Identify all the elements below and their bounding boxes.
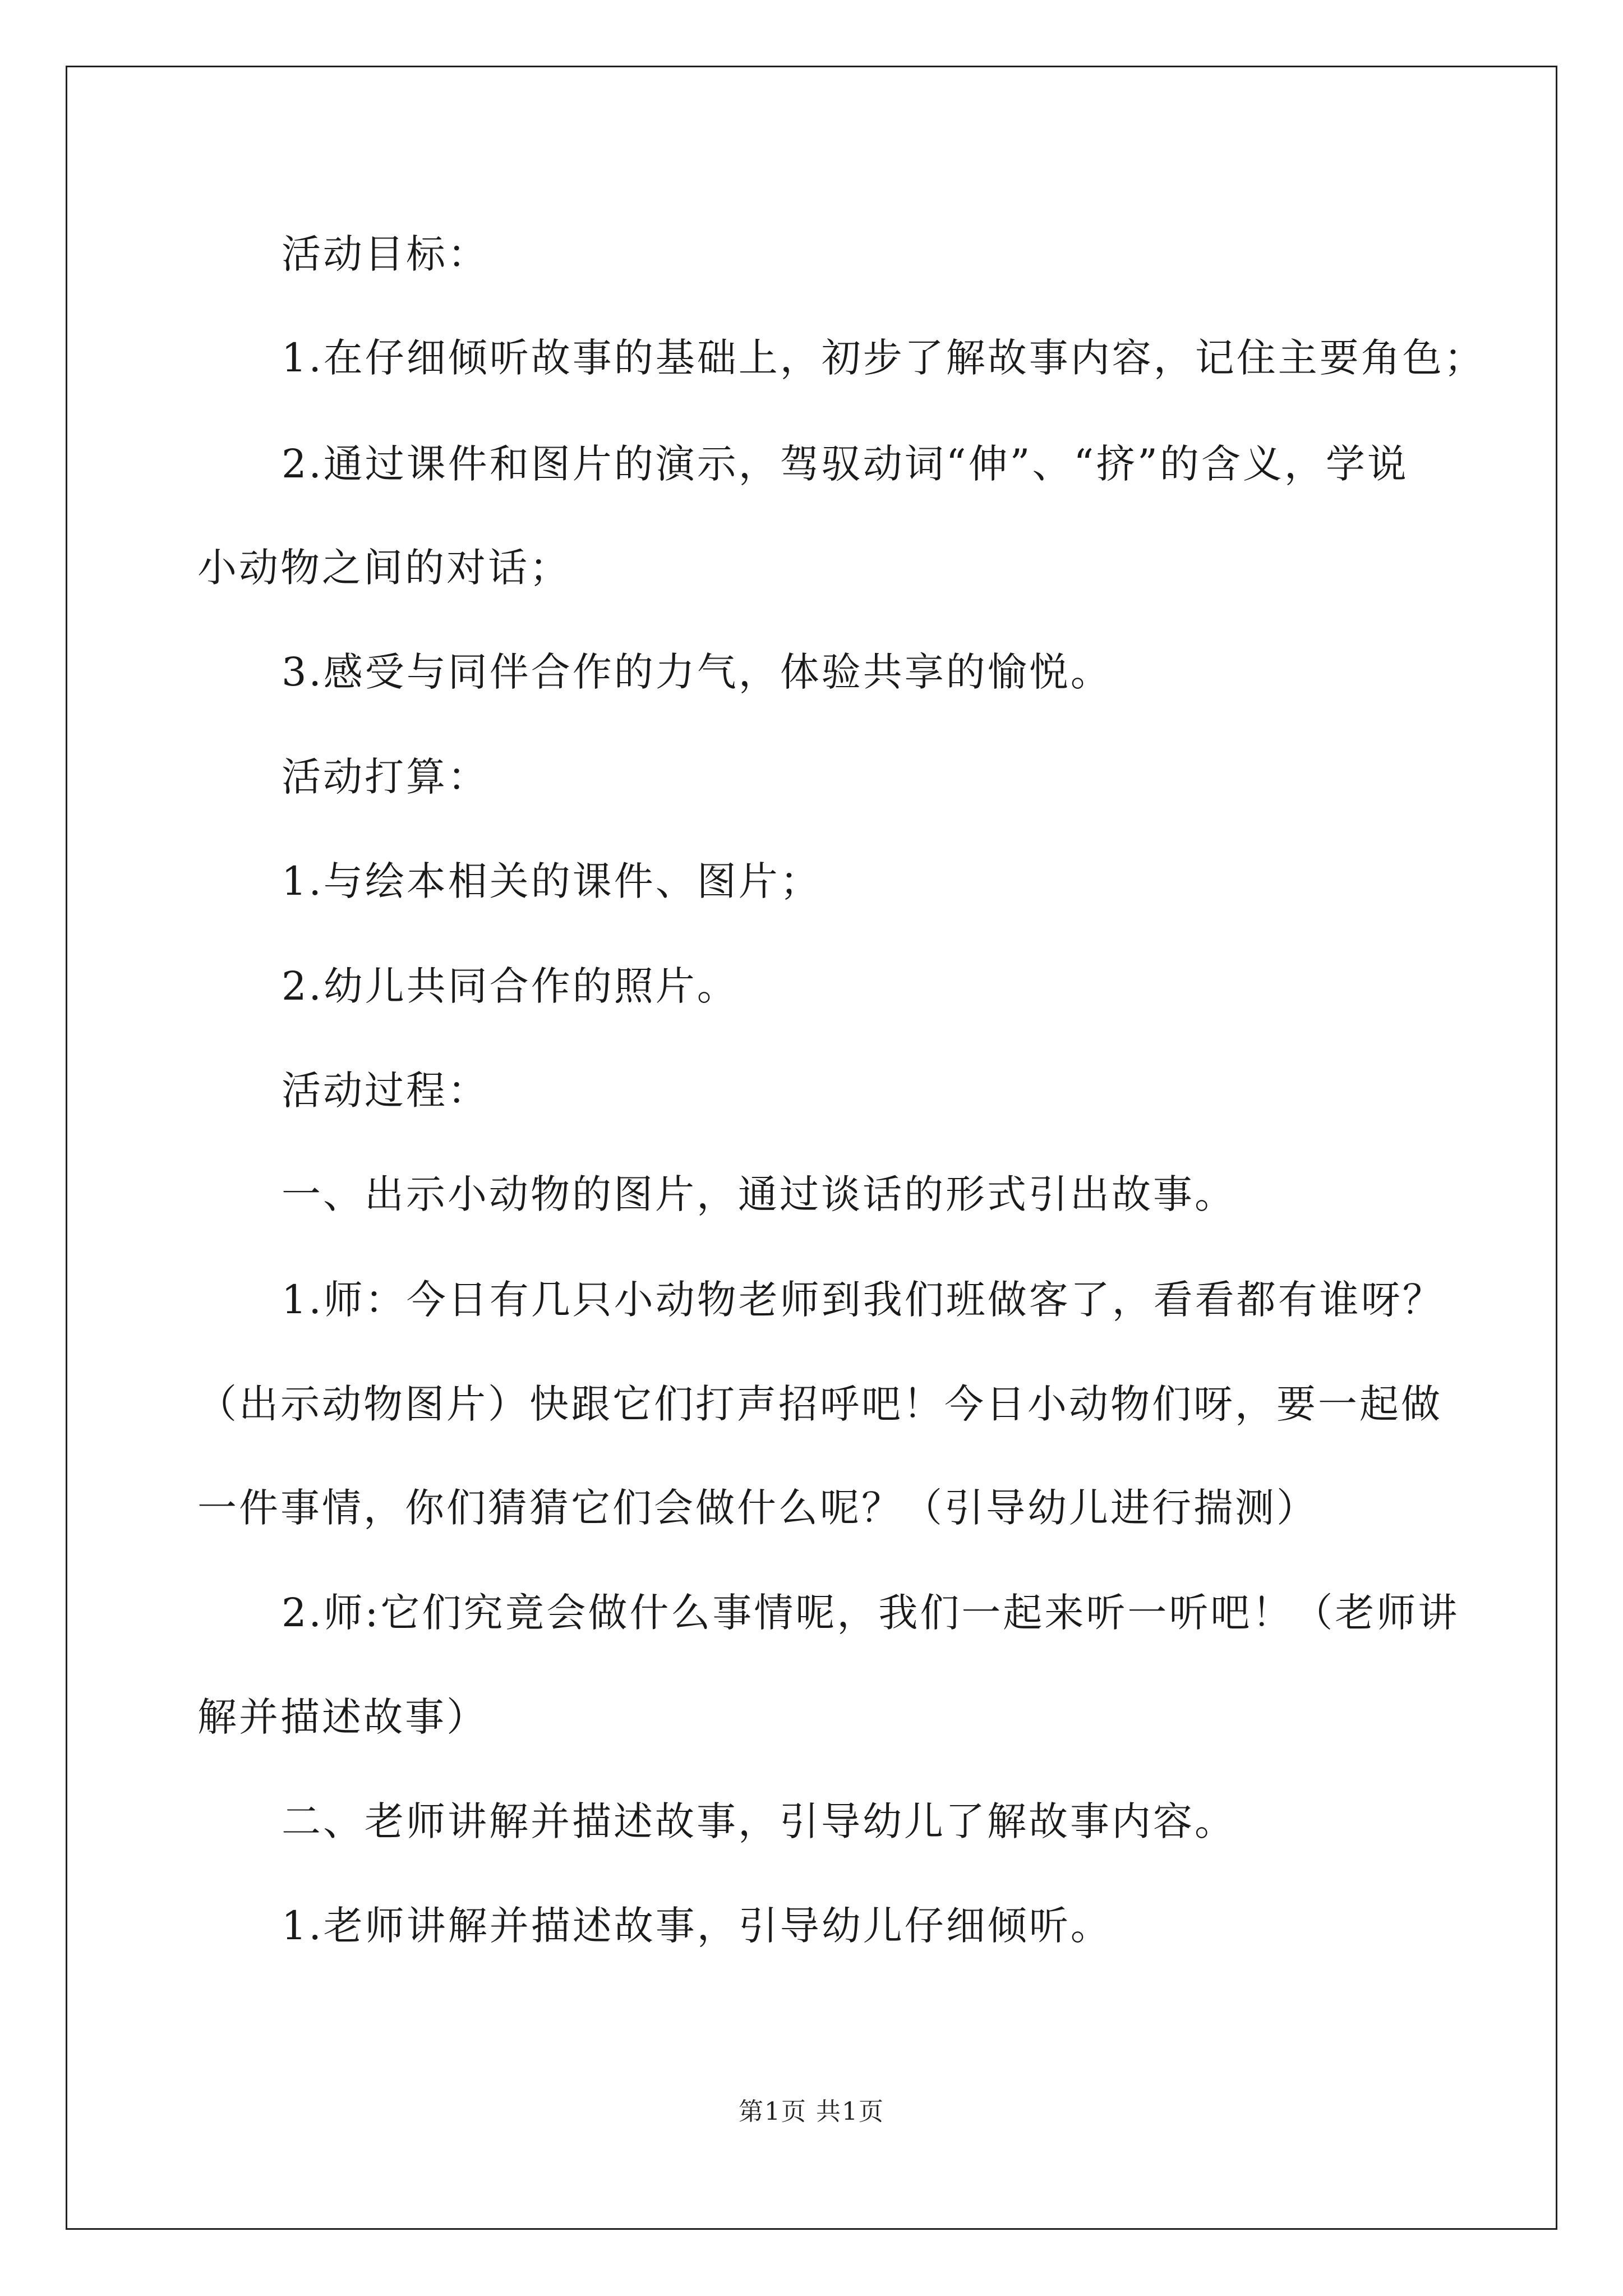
paragraph-step-1-2: 2.师:它们究竟会做什么事情呢，我们一起来听一听吧！（老师讲: [282, 1590, 1460, 1636]
heading-activity-goals: 活动目标：: [282, 231, 489, 277]
paragraph-step-1: 一、出示小动物的图片，通过谈话的形式引出故事。: [282, 1171, 1236, 1217]
paragraph-step-1-1: 1.师：今日有几只小动物老师到我们班做客了，看看都有谁呀？: [282, 1277, 1444, 1323]
page-footer: 第1页 共1页: [739, 2097, 884, 2126]
paragraph-step-2: 二、老师讲解并描述故事，引导幼儿了解故事内容。: [282, 1798, 1236, 1844]
heading-activity-prep: 活动打算：: [282, 754, 489, 800]
paragraph-goal-1: 1.在仔细倾听故事的基础上，初步了解故事内容，记住主要角色；: [282, 335, 1486, 381]
paragraph-goal-3: 3.感受与同伴合作的力气，体验共享的愉悦。: [282, 649, 1112, 695]
paragraph-step-1-1-cont2: 一件事情，你们猜猜它们会做什么呢？（引导幼儿进行揣测）: [197, 1485, 1318, 1531]
paragraph-step-2-1: 1.老师讲解并描述故事，引导幼儿仔细倾听。: [282, 1903, 1112, 1949]
heading-activity-process: 活动过程：: [282, 1068, 489, 1114]
paragraph-step-1-1-cont: （出示动物图片）快跟它们打声招呼吧！今日小动物们呀，要一起做: [197, 1381, 1442, 1427]
paragraph-prep-2: 2.幼儿共同合作的照片。: [282, 963, 739, 1009]
paragraph-step-1-2-cont: 解并描述故事）: [197, 1694, 488, 1740]
paragraph-goal-2: 2.通过课件和图片的演示，驾驭动词“伸”、“挤”的含义，学说: [282, 441, 1409, 487]
paragraph-goal-2-cont: 小动物之间的对话；: [197, 545, 571, 591]
paragraph-prep-1: 1.与绘本相关的课件、图片；: [282, 858, 822, 904]
